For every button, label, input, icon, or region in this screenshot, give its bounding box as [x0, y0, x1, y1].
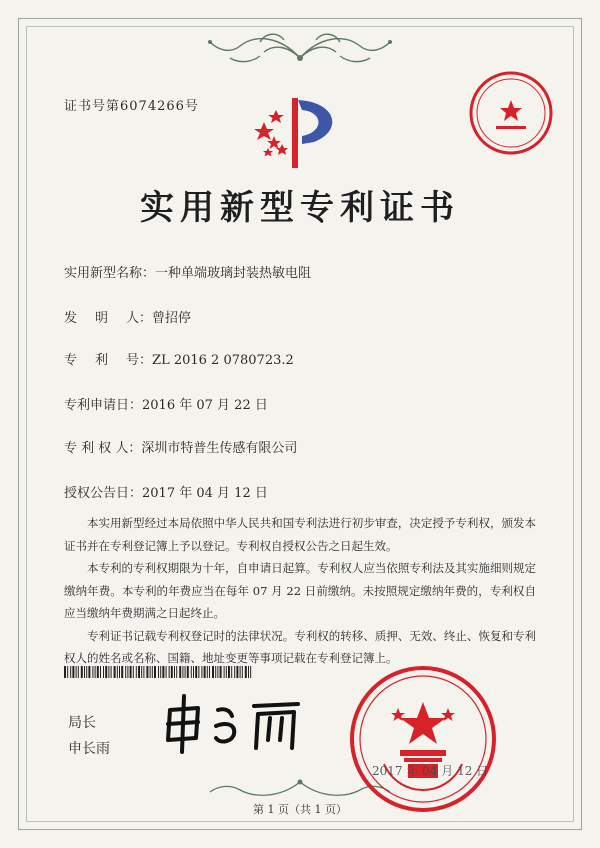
patent-number-label-3: 号： — [126, 353, 153, 368]
small-red-seal-icon — [466, 68, 556, 158]
body-paragraph-2: 本专利的专利权期限为十年，自申请日起算。专利权人应当依照专利法及其实施细则规定缴纳年费。本专利的年费应当在每年 07 月 22 日前缴纳。未按照规定缴纳年费的，专利权自应当缴纳年费期满之日起终止。 — [64, 561, 536, 620]
director-title: 局长 — [68, 715, 96, 731]
inventor-label-3: 人： — [126, 311, 153, 326]
filing-date-value: 2016 年 07 月 22 日 — [142, 398, 268, 413]
utility-model-name-value: 一种单端玻璃封装热敏电阻 — [155, 266, 312, 281]
patentee-value: 深圳市特普生传感有限公司 — [141, 441, 298, 456]
patent-number-label-2: 利 — [95, 353, 109, 368]
inventor-row — [64, 307, 191, 326]
inventor-value: 曾招停 — [152, 311, 192, 326]
certificate-title: 实用新型专利证书 — [140, 188, 460, 228]
utility-model-name-row — [64, 262, 311, 281]
body-paragraph-1: 本实用新型经过本局依照中华人民共和国专利法进行初步审查，决定授予专利权，颁发本证书并在专利登记簿上予以登记。专利权自授权公告之日起生效。 — [64, 516, 536, 553]
patentee-label: 专 利 权 人： — [64, 441, 142, 456]
patentee-row — [64, 437, 297, 456]
patent-number-row — [64, 349, 294, 368]
grant-date-row — [64, 482, 268, 501]
body-paragraph-3: 专利证书记载专利权登记时的法律状况。专利权的转移、质押、无效、终止、恢复和专利权人的姓名或名称、国籍、地址变更等事项记载在专利登记簿上。 — [64, 628, 536, 665]
top-ornament — [200, 28, 400, 70]
certificate-number: 证书号第6074266号 — [64, 99, 199, 114]
inventor-label-1: 发 — [64, 311, 78, 326]
filing-date-row — [64, 394, 268, 413]
grant-date-value: 2017 年 04 月 12 日 — [142, 486, 268, 501]
patent-number-value: ZL 2016 2 0780723.2 — [152, 353, 294, 368]
page-number: 第 1 页（共 1 页） — [253, 803, 347, 816]
official-red-seal-icon — [348, 664, 498, 814]
seal-date: 2017 年 04 月 12 日 — [372, 764, 489, 778]
inventor-label-2: 明 — [95, 311, 109, 326]
director-name: 申长雨 — [68, 741, 110, 757]
director-signature-icon — [158, 688, 308, 758]
patent-office-emblem-icon — [244, 92, 356, 172]
grant-date-label: 授权公告日： — [64, 486, 143, 501]
patent-number-label-1: 专 — [64, 353, 78, 368]
filing-date-label: 专利申请日： — [64, 398, 143, 413]
utility-model-name-label: 实用新型名称： — [64, 266, 156, 281]
certificate-body — [64, 512, 536, 670]
barcode — [64, 666, 254, 678]
